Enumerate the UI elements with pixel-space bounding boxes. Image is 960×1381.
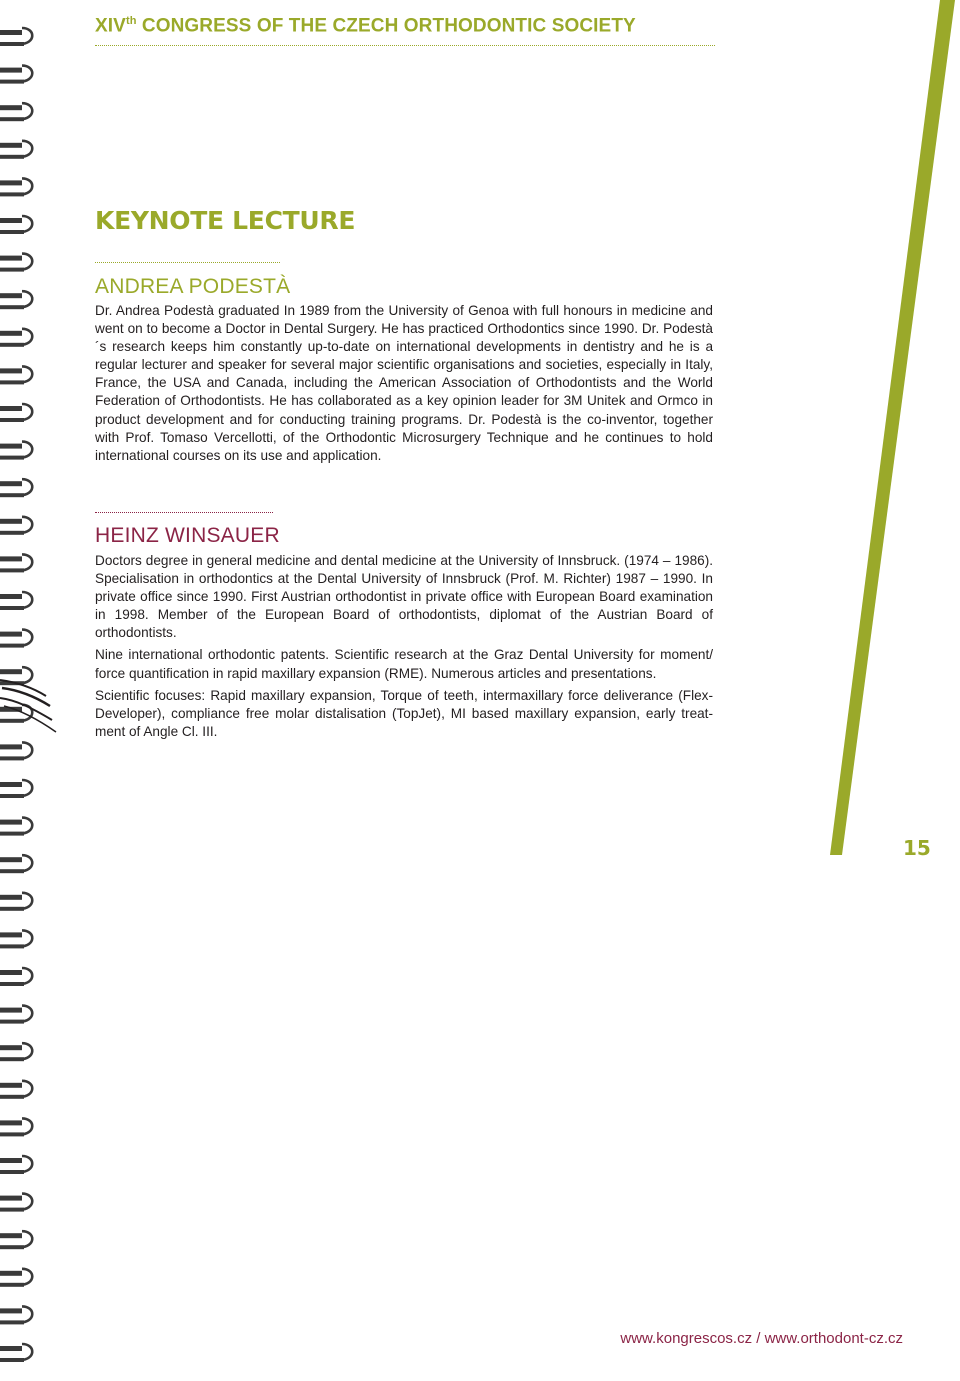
speaker-name-podesta: ANDREA PODESTÀ bbox=[95, 275, 291, 298]
binding-ring bbox=[0, 1081, 32, 1099]
binding-ring bbox=[0, 893, 32, 911]
binding-ring bbox=[0, 1043, 32, 1061]
header-superscript: th bbox=[125, 15, 137, 27]
bio-paragraph: Nine international orthodontic patents. Scientific research at the Graz Dental University for moment/ force quantification in rapid maxillary expansion (RME). Numerous articles and presentations. bbox=[95, 647, 713, 681]
divider-dotted bbox=[95, 262, 280, 263]
header-rest: CONGRESS OF THE CZECH ORTHODONTIC SOCIETY bbox=[136, 15, 636, 37]
speaker-bio-podesta bbox=[95, 302, 713, 465]
header-prefix: XIV bbox=[95, 15, 126, 37]
bio-paragraph: Dr. Andrea Podestà graduated In 1989 from the University of Genoa with full honours in medicine and went on to become a Doctor in Dental Surgery. He has practiced Orthodontics since 1990. Dr. Podestà´s research keeps him constantly up-to-date on international developments in dentistry and he is a regular lecturer and speaker for several major scientific organisations and societies, especially in Italy, France, the USA and Canada, including the American Association of Orthodontists and the World Federation of Orthodontists. He has collaborated as a key opinion leader for 3M Unitek and Ormco in product development and for conducting training programs. Dr. Podestà is the co-inventor, together with Prof. Tomaso Vercellotti, of the Orthodontic Microsurgery Technique and he continues to hold international courses on its use and application. bbox=[95, 303, 713, 463]
decorative-swoosh-icon bbox=[0, 670, 70, 740]
binding-ring bbox=[0, 1344, 32, 1362]
binding-ring bbox=[0, 1156, 32, 1174]
binding-ring bbox=[0, 1269, 32, 1287]
section-title: KEYNOTE LECTURE bbox=[95, 206, 356, 235]
speaker-name-winsauer: HEINZ WINSAUER bbox=[95, 524, 280, 547]
binding-ring bbox=[0, 1118, 32, 1136]
page-number: 15 bbox=[903, 836, 931, 860]
divider-dotted bbox=[95, 512, 273, 513]
binding-ring bbox=[0, 1194, 32, 1212]
congress-header bbox=[95, 15, 715, 46]
binding-ring bbox=[0, 968, 32, 986]
binding-ring bbox=[0, 1231, 32, 1249]
bio-paragraph: Scientific focuses: Rapid maxillary expansion, Torque of teeth, intermaxillary force deliverance (Flex-Developer), compliance free molar distalisation (TopJet), MI based maxillary expansion, early treat-ment of Angle Cl. III. bbox=[95, 687, 713, 739]
speaker-bio-winsauer bbox=[95, 552, 713, 745]
bio-paragraph: Doctors degree in general medicine and dental medicine at the University of Innsbruck. (1974 – 1986). Specialisation in orthodontics at the Dental University of Innsbruck (Prof. M. Richter) 1987 – 1990. In private office since 1990. First Austrian orthodontist in private office with European Board examination in 1998. Member of the European Board of orthodontists, diplomat of the Austrian Board of orthodontists. bbox=[95, 553, 713, 641]
footer-url: www.kongrescos.cz / www.orthodont-cz.cz bbox=[620, 1330, 903, 1347]
binding-ring bbox=[0, 930, 32, 948]
binding-ring bbox=[0, 1306, 32, 1324]
binding-ring bbox=[0, 1006, 32, 1024]
